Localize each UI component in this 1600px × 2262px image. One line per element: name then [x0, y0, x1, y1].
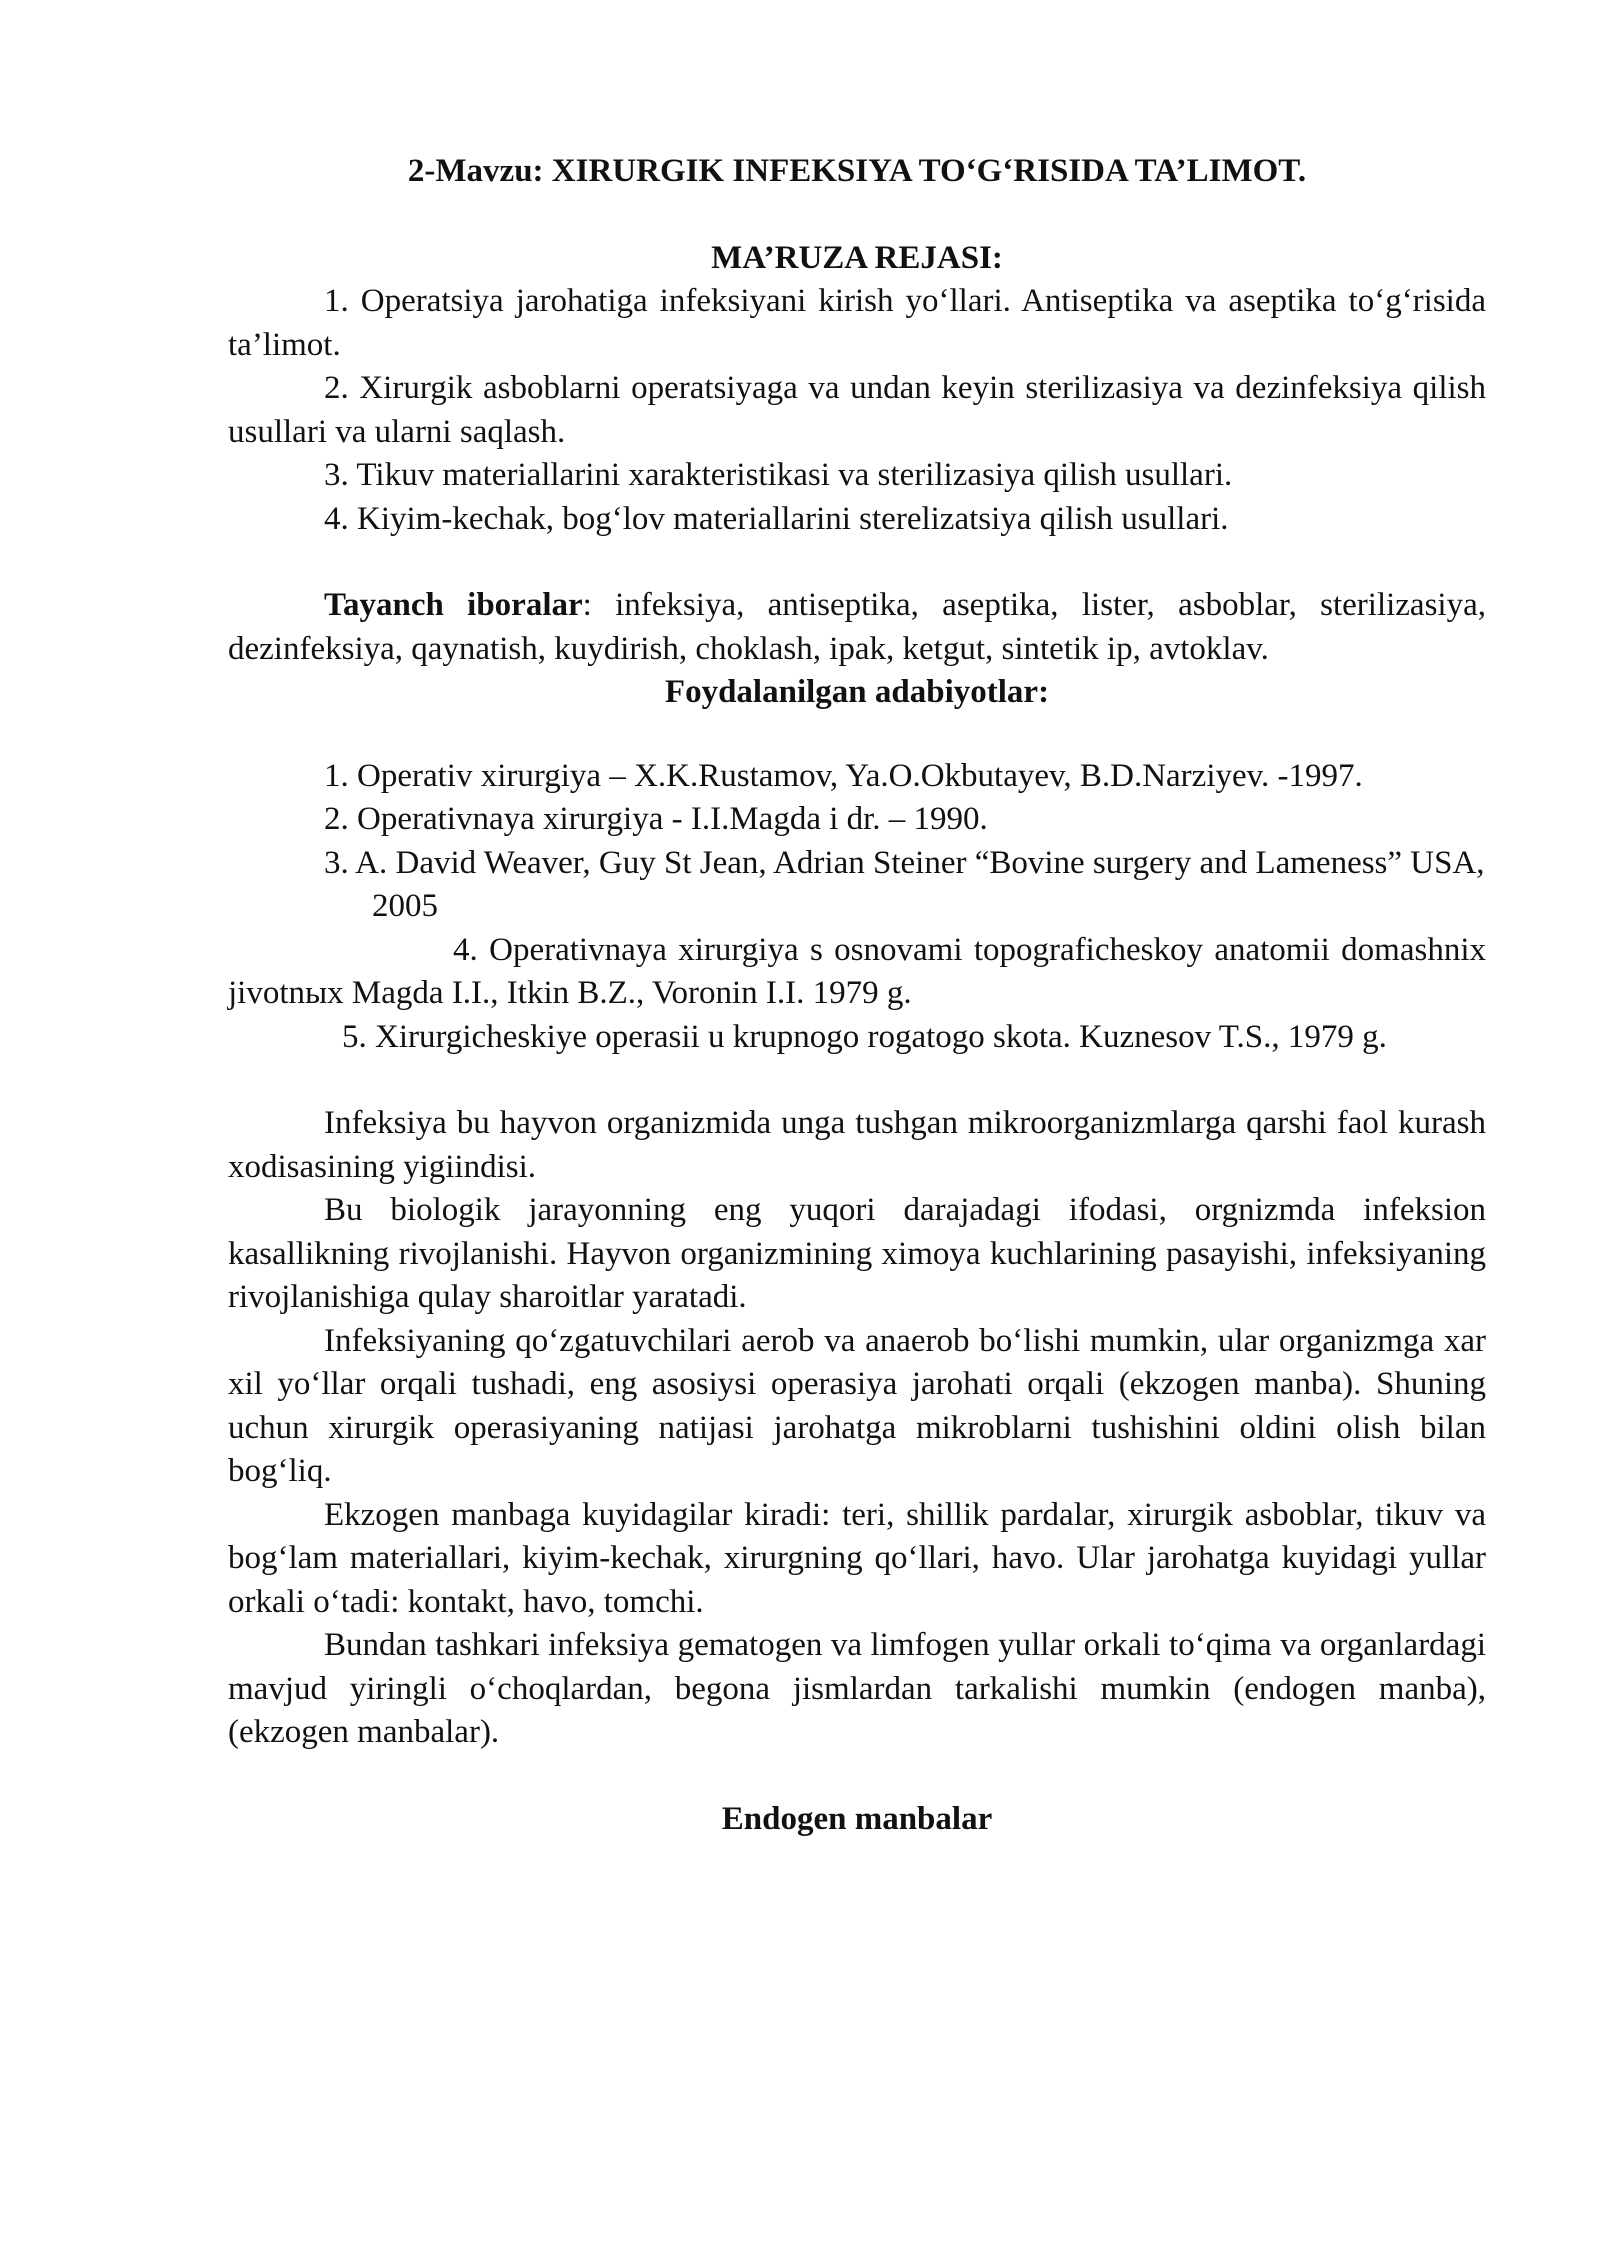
literature-item: 3. A. David Weaver, Guy St Jean, Adrian Steiner “Bovine surgery and Lameness” USA,: [324, 844, 1485, 881]
spacer: [228, 715, 1486, 755]
document-title: 2-Mavzu: XIRURGIK INFEKSIYA TO‘G‘RISIDA TA’LIMOT.: [407, 153, 1307, 189]
plan-item: 4. Kiyim-kechak, bog‘lov materiallarini sterelizatsiya qilish usullari.: [324, 500, 1229, 537]
literature-item: 4. Operativnaya xirurgiya s osnovami topograficheskoy anatomii domashnix jivotnых Magda I.I., Itkin B.Z., Voronin I.I. 1979 g.: [228, 931, 1486, 1011]
literature-heading: Foydalanilgan adabiyotlar:: [664, 674, 1050, 710]
plan-heading: MA’RUZA REJASI:: [711, 239, 1003, 276]
keywords-paragraph: [228, 584, 1486, 671]
body-paragraph: Infeksiyaning qo‘zgatuvchilari aerob va anaerob bo‘lishi mumkin, ular organizmga xar xil yo‘llar orqali tushadi, eng asosiysi operasiya jarohati orqali (ekzogen manba). Shuning uchun xirurgik operasiyaning natijasi jarohatga mikroblarni tushishini oldini olish bilan bog‘liq.: [228, 1322, 1486, 1489]
plan-item: 1. Operatsiya jarohatiga infeksiyani kirish yo‘llari. Antiseptika va aseptika to‘g‘risida ta’limot.: [228, 283, 1486, 363]
section-heading: Endogen manbalar: [721, 1800, 993, 1837]
literature-item: 5. Xirurgicheskiye operasii u krupnogo rogatogo skota. Kuznesov T.S., 1979 g.: [342, 1018, 1387, 1055]
literature-item: 1. Operativ xirurgiya – X.K.Rustamov, Ya.O.Okbutayev, B.D.Narziyev. -1997.: [324, 757, 1363, 794]
spacer: [228, 541, 1486, 584]
literature-item: 2. Operativnaya xirurgiya - I.I.Magda i dr. – 1990.: [324, 801, 988, 837]
keywords-text: : infeksiya, antiseptika, aseptika, lister, asboblar, sterilizasiya, dezinfeksiya, qaynatish, kuydirish, choklash, ipak, ketgut, sintetik ip, avtoklav.: [228, 587, 1486, 667]
body-paragraph: Bu biologik jarayonning eng yuqori darajadagi ifodasi, orgnizmda infeksion kasallikning rivojlanishi. Hayvon organizmining ximoya kuchlarining pasayishi, infeksiyaning rivojlanishiga qulay sharoitlar yaratadi.: [228, 1192, 1486, 1315]
literature-item-year: 2005: [372, 888, 438, 924]
body-paragraph: Bundan tashkari infeksiya gematogen va limfogen yullar orkali to‘qima va organlardagi mavjud yiringli o‘choqlardan, begona jismlardan tarkalishi mumkin (endogen manba), (ekzogen manbalar).: [228, 1627, 1486, 1750]
keywords-label: Tayanch iboralar: [324, 587, 583, 623]
spacer: [228, 1059, 1486, 1102]
plan-item: 3. Tikuv materiallarini xarakteristikasi va sterilizasiya qilish usullari.: [324, 457, 1233, 493]
body-paragraph: Ekzogen manbaga kuyidagilar kiradi: teri, shillik pardalar, xirurgik asboblar, tikuv va bog‘lam materiallari, kiyim-kechak, xirurgning qo‘llari, havo. Ular jarohatga kuyidagi yullar orkali o‘tadi: kontakt, havo, tomchi.: [228, 1496, 1486, 1620]
document-page: [228, 150, 1486, 1841]
body-paragraph: Infeksiya bu hayvon organizmida unga tushgan mikroorganizmlarga qarshi faol kurash xodisasining yigiindisi.: [228, 1105, 1486, 1185]
plan-item: 2. Xirurgik asboblarni operatsiyaga va undan keyin sterilizasiya va dezinfeksiya qilish usullari va ularni saqlash.: [228, 370, 1486, 450]
